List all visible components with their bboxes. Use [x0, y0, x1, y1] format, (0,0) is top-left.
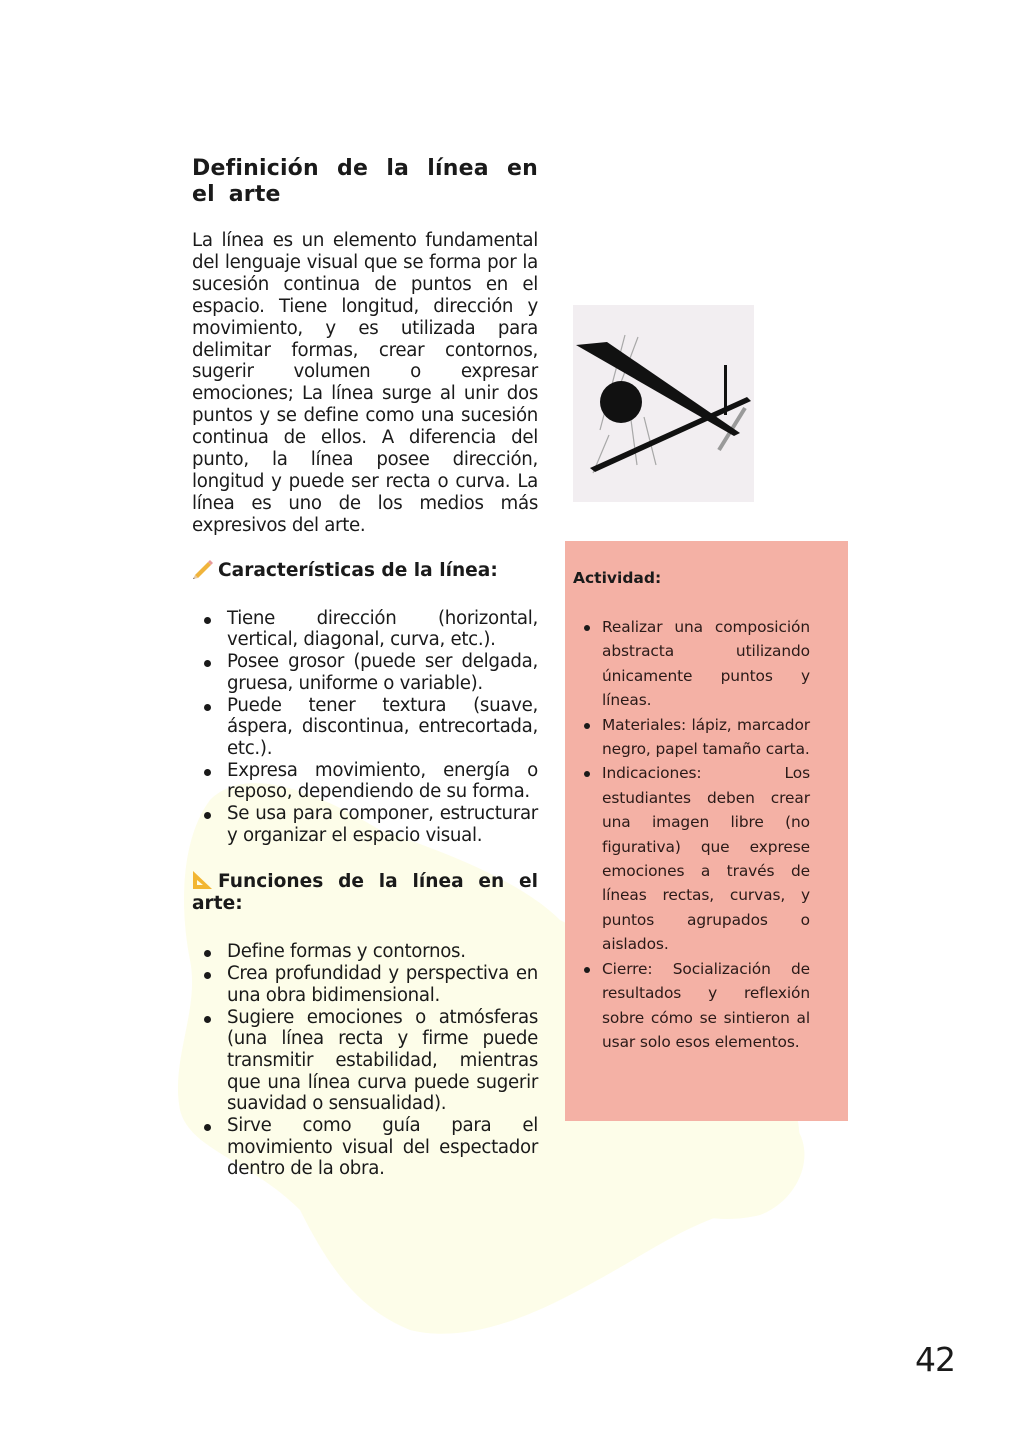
page-number: 42: [915, 1340, 955, 1379]
main-column: [192, 156, 538, 1180]
definition-paragraph: La línea es un elemento fundamental del lenguaje visual que se forma por la sucesión continua de puntos en el espacio. Tiene longitud, dirección y movimiento, y es utilizada para delimitar formas, crear contornos, sugerir volumen o expresar emociones; La línea surge al unir dos puntos y se define como una sucesión continua de ellos. A diferencia del punto, la línea posee dirección, longitud y puede ser recta o curva. La línea es uno de los medios más expresivos del arte.: [192, 230, 538, 536]
list-item: Indicaciones: Los estudiantes deben crear una imagen libre (no figurativa) que exprese emociones a través de líneas rectas, curvas, y puntos agrupados o aislados.: [602, 761, 810, 956]
activity-list: [573, 615, 810, 1054]
list-item: Materiales: lápiz, marcador negro, papel tamaño carta.: [602, 713, 810, 762]
list-item: Tiene dirección (horizontal, vertical, diagonal, curva, etc.).: [227, 607, 538, 651]
abstract-line-artwork: [573, 305, 754, 502]
pencil-icon: [192, 559, 214, 579]
list-item: Posee grosor (puede ser delgada, gruesa, uniforme o variable).: [227, 651, 538, 694]
list-item: Sugiere emociones o atmósferas (una línea recta y firme puede transmitir estabilidad, mientras que una línea curva puede sugerir suavidad o sensualidad).: [227, 1006, 538, 1115]
page-title: Definición de la línea en el arte: [192, 156, 538, 207]
functions-heading: [192, 870, 538, 915]
activity-box: [565, 541, 848, 1121]
list-item: Sirve como guía para el movimiento visual del espectador dentro de la obra.: [227, 1115, 538, 1180]
list-item: Define formas y contornos.: [227, 941, 538, 963]
list-item: Cierre: Socialización de resultados y reflexión sobre cómo se sintieron al usar solo esos elementos.: [602, 957, 810, 1055]
list-item: Puede tener textura (suave, áspera, discontinua, entrecortada, etc.).: [227, 694, 538, 759]
list-item: Crea profundidad y perspectiva en una obra bidimensional.: [227, 963, 538, 1006]
list-item: Realizar una composición abstracta utilizando únicamente puntos y líneas.: [602, 615, 810, 713]
characteristics-heading-text: Características de la línea:: [218, 559, 498, 581]
activity-heading: Actividad:: [573, 569, 662, 587]
functions-heading-text: Funciones de la línea en el arte:: [192, 871, 538, 915]
list-item: Expresa movimiento, energía o reposo, dependiendo de su forma.: [227, 759, 538, 803]
set-square-icon: [192, 870, 214, 890]
characteristics-heading: [192, 559, 538, 582]
list-item: Se usa para componer, estructurar y organizar el espacio visual.: [227, 803, 538, 846]
characteristics-list: [192, 608, 538, 847]
functions-list: [192, 941, 538, 1180]
